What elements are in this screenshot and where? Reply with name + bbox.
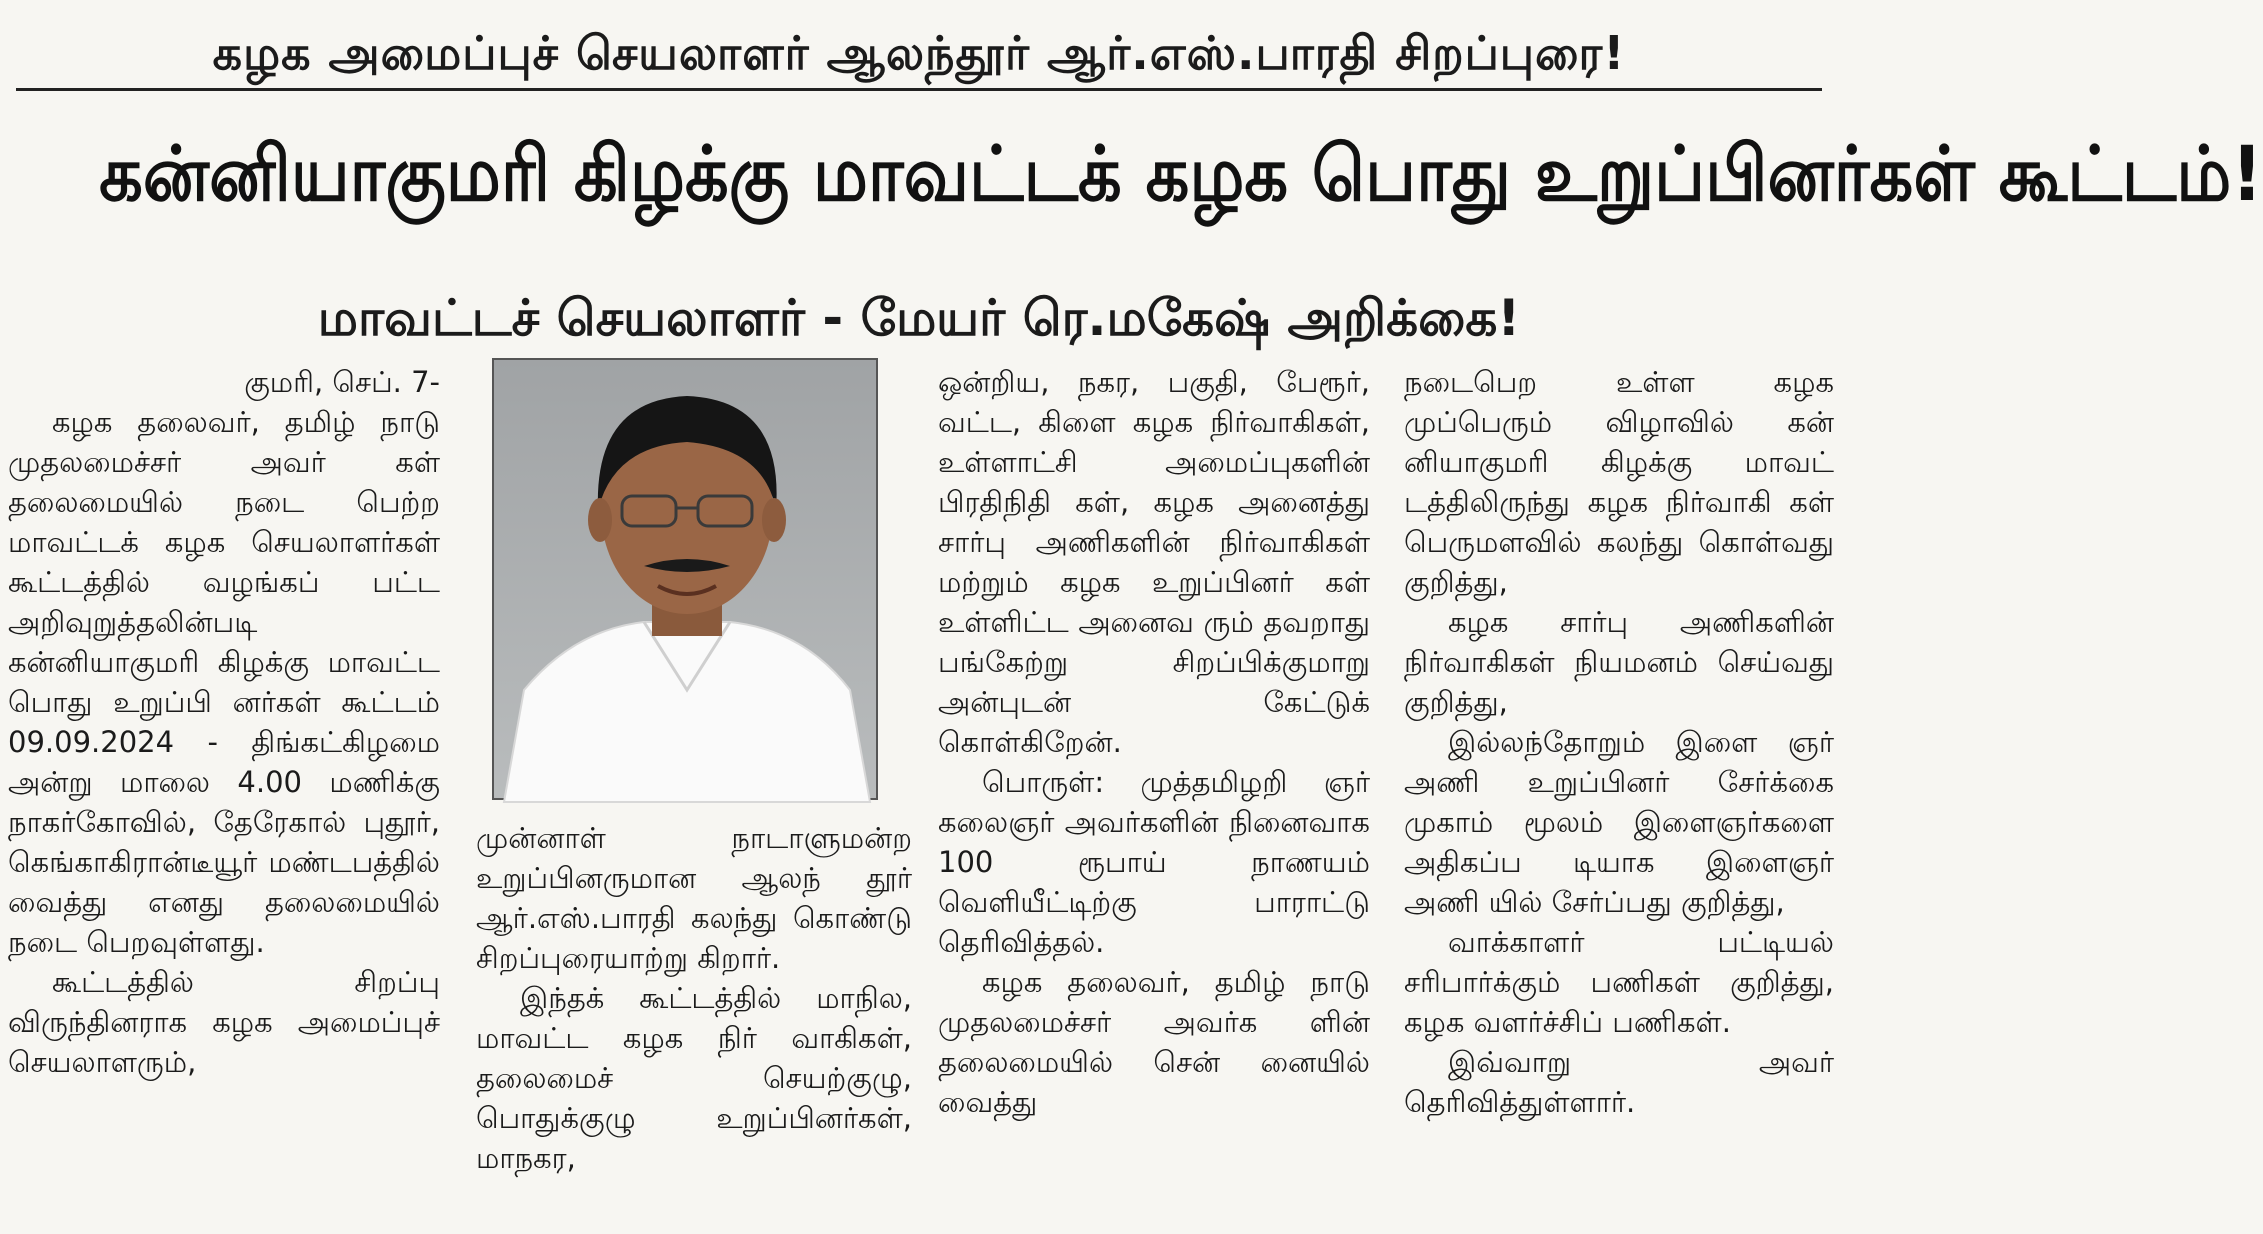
paragraph: இந்தக் கூட்டத்தில் மாநில, மாவட்ட கழக நிர் வாகிகள், தலைமைச் செயற்குழு, பொதுக்குழு உறுப்பினர்கள், மாநகர,: [476, 981, 912, 1175]
paragraph: கூட்டத்தில் சிறப்பு விருந்தினராக கழக அமைப்புச் செயலாளரும்,: [8, 965, 440, 1079]
portrait-photo: [492, 358, 878, 800]
paragraph: பொருள்: முத்தமிழறி ஞர் கலைஞர் அவர்களின் நினைவாக 100 ரூபாய் நாணயம் வெளியீட்டிற்கு பாராட்டு தெரிவித்தல்.: [938, 765, 1370, 959]
article-column-1: [8, 362, 440, 1082]
portrait-figure: [494, 360, 880, 802]
paragraph: இல்லந்தோறும் இளை ஞர் அணி உறுப்பினர் சேர்க்கை முகாம் மூலம் இளைஞர்களை அதிகப்ப டியாக இளைஞர் அணி யில் சேர்ப்பது குறித்து,: [1404, 725, 1834, 919]
paragraph: முன்னாள் நாடாளுமன்ற உறுப்பினருமான ஆலந் தூர் ஆர்.எஸ்.பாரதி கலந்து கொண்டு சிறப்புரையாற்று கிறார்.: [476, 821, 912, 975]
paragraph: ஒன்றிய, நகர, பகுதி, பேரூர், வட்ட, கிளை கழக நிர்வாகிகள், உள்ளாட்சி அமைப்புகளின் பிரதிநிதி கள், கழக அனைத்து சார்பு அணிகளின் நிர்வாகிகள் மற்றும் கழக உறுப்பினர் கள் உள்ளிட்ட அனைவ ரும் தவறாது பங்கேற்று சிறப்பிக்குமாறு அன்புடன் கேட்டுக் கொள்கிறேன்.: [938, 365, 1370, 759]
sub-headline: மாவட்டச் செயலாளர் - மேயர் ரெ.மகேஷ் அறிக்கை!: [317, 289, 1521, 347]
paragraph: கழக தலைவர், தமிழ் நாடு முதலமைச்சர் அவர் கள் தலைமையில் நடை பெற்ற மாவட்டக் கழக செயலாளர்கள் கூட்டத்தில் வழங்கப் பட்ட அறிவுறுத்தலின்படி கன்னியாகுமரி கிழக்கு மாவட்ட பொது உறுப்பி னர்கள் கூட்டம் 09.09.2024 - திங்கட்கிழமை அன்று மாலை 4.00 மணிக்கு நாகர்கோவில், தேரேகால் புதூர், கெங்காகிரான்டீயூர் மண்டபத்தில் வைத்து எனது தலைமையில் நடை பெறவுள்ளது.: [8, 405, 440, 959]
kicker-rule: [16, 88, 1822, 91]
dateline: குமரி, செப். 7-: [244, 365, 440, 399]
paragraph: நடைபெற உள்ள கழக முப்பெரும் விழாவில் கன் னியாகுமரி கிழக்கு மாவட் டத்திலிருந்து கழக நிர்வாகி கள் பெருமளவில் கலந்து கொள்வது குறித்து,: [1404, 365, 1834, 599]
kicker-headline: கழக அமைப்புச் செயலாளர் ஆலந்தூர் ஆர்.எஸ்.பாரதி சிறப்புரை!: [212, 26, 1626, 80]
paragraph: கழக சார்பு அணிகளின் நிர்வாகிகள் நியமனம் செய்வது குறித்து,: [1404, 605, 1834, 719]
main-headline: கன்னியாகுமரி கிழக்கு மாவட்டக் கழக பொது உறுப்பினர்கள் கூட்டம்!: [99, 129, 2263, 218]
article-column-4: [1404, 362, 1834, 1122]
paragraph: இவ்வாறு அவர் தெரிவித்துள்ளார்.: [1404, 1045, 1834, 1119]
paragraph: கழக தலைவர், தமிழ் நாடு முதலமைச்சர் அவர்க ளின் தலைமையில் சென் னையில் வைத்து: [938, 965, 1370, 1119]
article-column-3: [938, 362, 1370, 1122]
article-column-2: [476, 818, 912, 1178]
paragraph: வாக்காளர் பட்டியல் சரிபார்க்கும் பணிகள் குறித்து, கழக வளர்ச்சிப் பணிகள்.: [1404, 925, 1834, 1039]
